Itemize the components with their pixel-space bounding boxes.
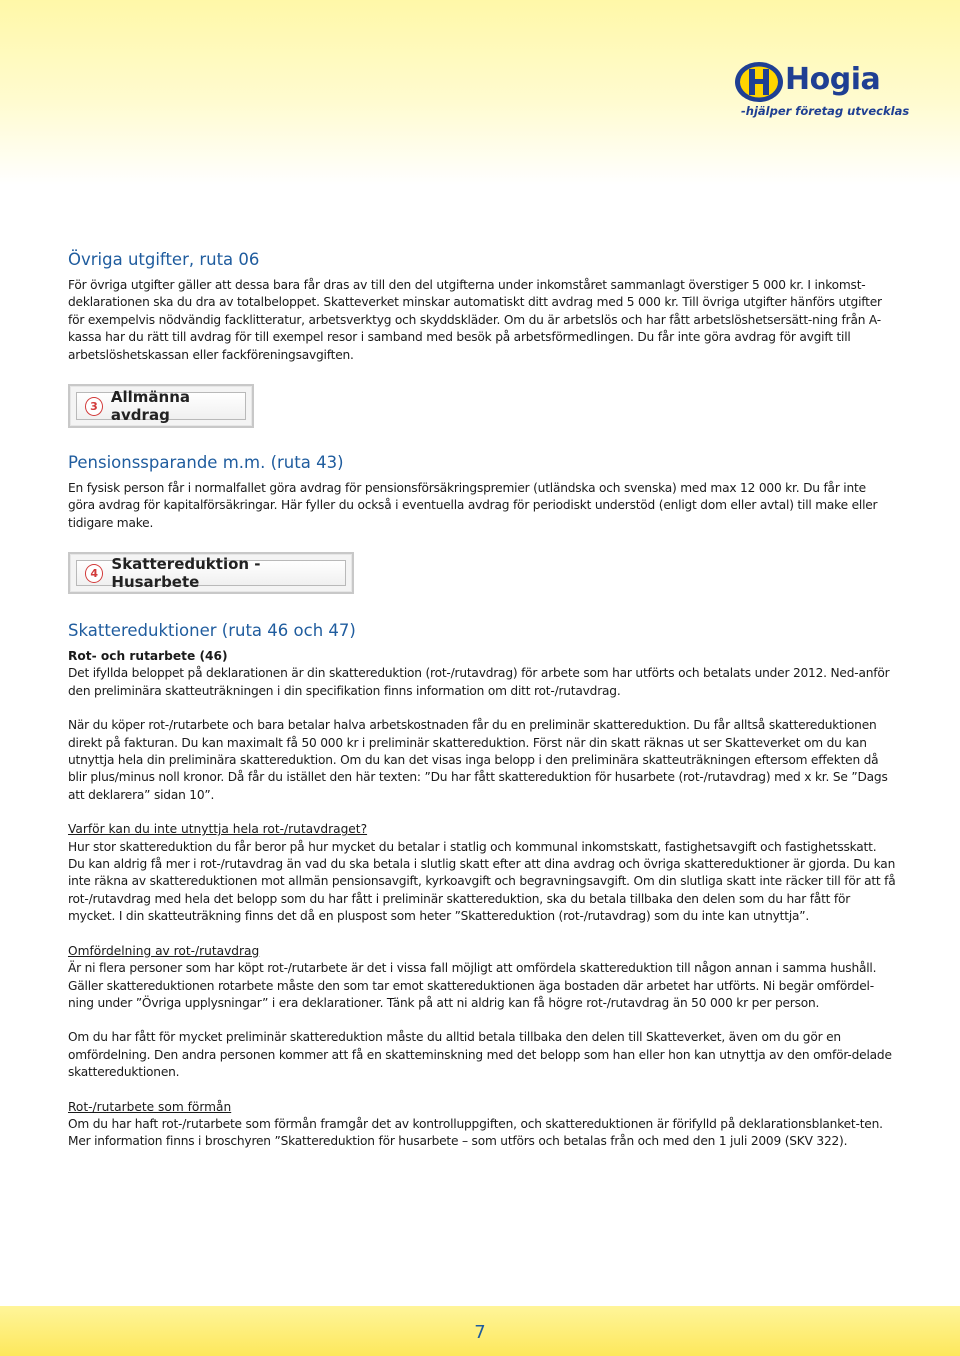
paragraph: En fysisk person får i normalfallet göra avdrag för pensionsförsäkringspremier (utländska och svenska) med max 12 000 kr. Du får inte göra avdrag för kapitalförsäkringar. Här fyller du också i eventuella avdrag för periodiskt understöd (enligt dom eller avtal) till make eller tidigare make. — [68, 481, 878, 530]
underlined-heading: Rot-/rutarbete som förmån — [68, 1099, 232, 1114]
paragraph: Hur stor skattereduktion du får beror på hur mycket du betalar i statlig och kommunal inkomstskatt, fastighetsavgift och fastighetsskatt. Du kan aldrig få mer i rot-/rutavdrag än vad du ska betala i slutlig skatt efter att dina avdrag och övriga skattereduktioner är gjorda. Du kan inte räkna av skattereduktionen mot allmän pensionsavgift, kyrkoavgift och begravningsavgift. Om din slutliga skatt inte räcker till för att få rot-/rutavdrag med hela det belopp som du har fått i preliminär skattereduktion, ska du betala tillbaka den delen som du har fått för mycket. I din skatteuträkning finns det då en pluspost som heter ”Skattereduktion (rot-/rutavdrag) som du inte kan utnyttja”. — [68, 839, 896, 924]
hogia-h-icon — [733, 60, 785, 104]
logo-tagline: -hjälper företag utvecklas — [741, 104, 910, 118]
section-ovriga-utgifter — [68, 249, 896, 364]
section-heading: Övriga utgifter, ruta 06 — [68, 250, 260, 269]
paragraph: För övriga utgifter gäller att dessa bara får dras av till den del utgifterna under inkomståret sammanlagt överstiger 5 000 kr. I inkomst-deklarationen ska du dra av totalbeloppet. Skatteverket minskar automatiskt ditt avdrag med 5 000 kr. Till övriga utgifter hänförs utgifter för exempelvis nödvändig facklitteratur, arbetsverktyg och skyddskläder. Om du är arbetslös och har fått arbetslöshetsersätt-ning från A-kassa har du rätt till avdrag för till exempel resor i samband med besök på arbetsförmedlingen. Du får inte göra avdrag för avgift till arbetslöshetskassan eller fackföreningsavgiften. — [68, 278, 882, 362]
section-heading: Skattereduktioner (ruta 46 och 47) — [68, 621, 356, 640]
underlined-heading: Omfördelning av rot-/rutavdrag — [68, 943, 260, 958]
footer-band — [0, 1306, 960, 1356]
paragraph: Är ni flera personer som har köpt rot-/rutarbete är det i vissa fall möjligt att omfördela skattereduktion till någon annan i samma hushåll. Gäller skattereduktionen rotarbete måste den som tar emot skattereduktionen äga bostaden där arbetet har utförts. Ni begär omfördel-ning under ”Övriga upplysningar” i era deklarationer. Tänk på att ni aldrig kan få högre rot-/rutavdrag än 50 000 kr per person. — [68, 961, 877, 1010]
paragraph: Om du har fått för mycket preliminär skattereduktion måste du alltid betala tillbaka den delen till Skatteverket, även om du gör en omfördelning. Den andra personen kommer att få en skatteminskning med det belopp som han eller hon kan utnyttja av den omför-delade skattereduktionen. — [68, 1030, 892, 1080]
box-label: Skattereduktion - Husarbete — [111, 555, 261, 591]
logo-wordmark: Hogia — [785, 62, 881, 97]
paragraph: När du köper rot-/rutarbete och bara betalar halva arbetskostnaden får du en preliminär skattereduktion. Du får alltså skattereduktionen direkt på fakturan. Du kan maximalt få 50 000 kr i preliminär skattereduktion. Först när din skatt räknas ut ser Skatteverket om du kan utnyttja hela din preliminära skattereduktion. Om du kan det visas inga belopp i den preliminära skatteuträkningen eftersom effekten då blir plus/minus noll kronor. Då får du istället den här texten: ”Du har fått skattereduktion för husarbete (rot-/rutavdrag) med x kr. Se ”Dags att deklarera” sidan 10”. — [68, 718, 888, 802]
box-label: Allmänna avdrag — [110, 388, 191, 424]
paragraph: Det ifyllda beloppet på deklarationen är din skattereduktion (rot-/rutavdrag) för arbete som har utförts och betalats under 2012. Ned-anför den preliminära skatteuträkningen i din specifikation finns information om ditt rot-/rutavdrag. — [68, 666, 890, 698]
number-badge: 3 — [85, 397, 103, 416]
section-skattereduktioner — [68, 620, 896, 1151]
hogia-logo — [733, 60, 910, 124]
number-badge: 4 — [85, 564, 103, 583]
section-pensionssparande — [68, 452, 896, 532]
underlined-heading: Varför kan du inte utnyttja hela rot-/rutavdraget? — [68, 822, 368, 837]
screenshot-allmanna-avdrag — [68, 384, 254, 428]
screenshot-skattereduktion-husarbete — [68, 552, 354, 594]
paragraph: Om du har haft rot-/rutarbete som förmån framgår det av kontrolluppgiften, och skattereduktionen är förifylld på deklarationsblanket-ten. Mer information finns i broschyren ”Skattereduktion för husarbete – som utförs och betalas från och med den 1 juli 2009 (SKV 322). — [68, 1116, 883, 1149]
page-number: 7 — [474, 1322, 486, 1343]
subheading: Rot- och rutarbete (46) — [68, 649, 228, 663]
section-heading: Pensionssparande m.m. (ruta 43) — [68, 453, 344, 472]
